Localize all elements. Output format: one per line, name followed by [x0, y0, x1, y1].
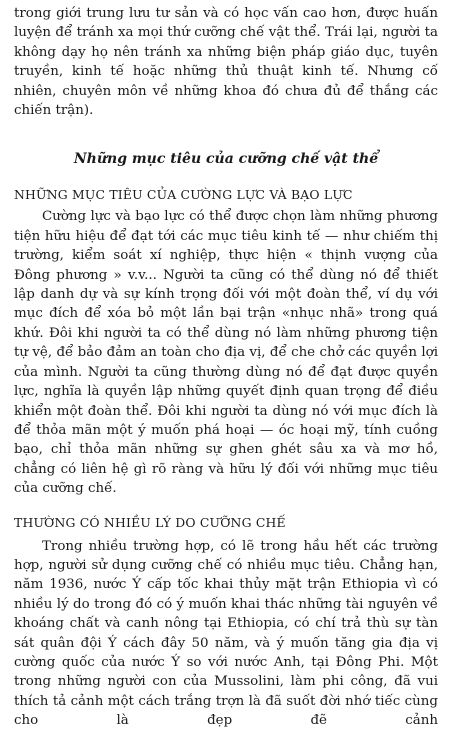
subheading-multiple-reasons: THƯỜNG CÓ NHIỀU LÝ DO CƯỠNG CHẾ — [14, 514, 286, 530]
paragraph-goals-of-force: Cường lực và bạo lực có thể được chọn làm những phương tiện hữu hiệu để đạt tới các mục tiêu kinh tế — như chiếm thị trường, kiểm soát xí nghiệp, thực hiện « thịnh vượng của Đông phương » v.v... Người ta cũng có thể dùng nó để thiết lập danh dự và sự kính trọng đối với một đoàn thể, ví dụ với mục đích để xóa bỏ một lần bại trận «nhục nhã» trong quá khứ. Đôi khi người ta có thể dùng nó làm những phương tiện tự vệ, để bảo đảm an toàn cho địa vị, để che chở các quyền lợi của mình. Người ta cũng thường dùng nó để đạt được quyền lực, nghĩa là quyền lập những quyết định quan trọng để điều khiển một đoàn thể. Đôi khi người ta dùng nó với mục đích là để thỏa mãn một ý muốn phá hoại — óc hoại mỹ, tính cuồng bạo, chỉ thỏa mãn những sự ghen ghét sâu xa và mơ hồ, chẳng có liên hệ gì rõ ràng và hữu lý đối với những mục tiêu của cưỡng chế. — [14, 209, 438, 497]
section-title: Những mục tiêu của cưỡng chế vật thể — [73, 151, 379, 168]
paragraph-multiple-reasons: Trong nhiều trường hợp, có lẽ trong hầu hết các trường hợp, người sử dụng cưỡng chế có nhiều mục tiêu. Chẳng hạn, năm 1936, nước Ý cấp tốc khai thủy mặt trận Ethiopia vì có nhiều lý do trong đó có ý muốn khai thác những tài nguyên về khoáng chất và canh nông tại Ethiopia, có chí trả thù sự tàn sát quân đội Ý cách đây 50 năm, và ý muốn tăng gia địa vị cường quốc của nước Ý so với nước Anh, tại Đông Phi. Một trong những người con của Mussolini, làm phi công, đã vui thích tả cảnh một cách trắng trợn là đã suốt đời nhớ tiếc cùng cho là đẹp đẽ cảnh — [14, 538, 438, 729]
subheading-goals-of-force: NHỮNG MỤC TIÊU CỦA CƯỜNG LỰC VÀ BẠO LỰC — [14, 187, 353, 203]
opening-paragraph: trong giới trung lưu tư sản và có học vấn cao hơn, được huấn luyện để tránh xa mọi thứ cưỡng chế vật thể. Trái lại, người ta không dạy họ nên tránh xa những biện pháp giáo dục, tuyên truyền, kinh tế hoặc những thủ thuật kinh tế. Nhưng cố nhiên, chuyên môn về những khoa đó chưa đủ để thắng các chiến trận). — [14, 6, 438, 119]
